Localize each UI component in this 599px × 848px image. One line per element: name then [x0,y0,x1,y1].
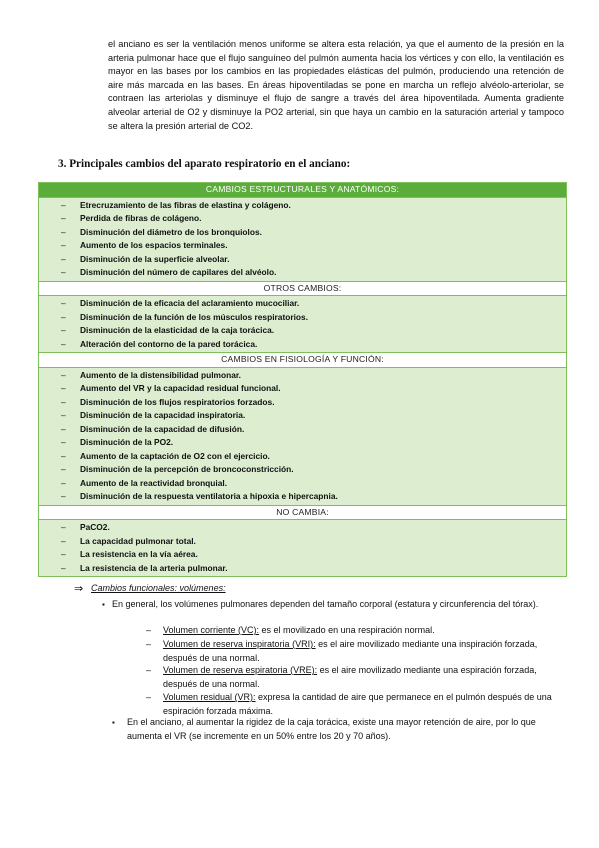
table-row-text: Disminución de la capacidad de difusión. [80,423,245,434]
table-row-text: Etrecruzamiento de las fibras de elastina y colágeno. [80,199,291,210]
table-row [39,338,566,352]
table-row-text: Aumento del VR y la capacidad residual funcional. [80,383,281,393]
dash-icon: – [61,311,66,322]
definition-text [163,638,569,665]
dash-icon: – [61,535,66,546]
dash-icon: – [61,477,66,488]
bullet-icon: ▪ [112,718,115,727]
table-row-text: Disminución del número de capilares del alvéolo. [80,267,277,277]
table-row [39,199,566,213]
dash-icon: – [61,213,66,223]
table-row-text: Alteración del contorno de la pared torácica. [80,338,258,349]
definition-text [163,691,569,718]
table-row [39,423,566,437]
table-row-text: Aumento de la distensibilidad pulmonar. [80,369,242,380]
definition-term: Volumen corriente (VC): [163,625,260,635]
table-row-text: Aumento de la captación de O2 con el ejercicio. [80,450,270,461]
table-row [39,382,566,396]
table-section-header: CAMBIOS EN FISIOLOGÍA Y FUNCIÓN: [39,352,566,367]
table-row-text: Disminución de la respuesta ventilatoria a hipoxia e hipercapnia. [80,491,338,501]
bullet-text: En general, los volúmenes pulmonares dependen del tamaño corporal (estatura y circunferencia del tórax). [112,599,539,609]
table-row-text: Perdida de fibras de colágeno. [80,213,202,223]
definition-term: Volumen de reserva espiratoria (VRE): [163,665,318,675]
dash-icon: – [61,298,66,308]
table-row [39,535,566,549]
table-section-header: OTROS CAMBIOS: [39,281,566,296]
bullet-text: En el anciano, al aumentar la rigidez de la caja torácica, existe una mayor retención de aire, por lo que aumenta el VR (se incremente en un 50% entre los 20 y 70 años). [127,717,536,741]
table-row [39,463,566,477]
table-row-text: Disminución del diámetro de los bronquiolos. [80,226,262,237]
table-row-text: Disminución de la superficie alveolar. [80,253,230,264]
table-row-text: Aumento de los espacios terminales. [80,240,228,250]
table-row-text: Disminución de la función de los músculos respiratorios. [80,311,309,322]
table-row-text: La resistencia de la arteria pulmonar. [80,562,228,573]
bullet-item-2 [112,716,564,743]
table-row [39,396,566,410]
definition-text [163,664,569,691]
table-row-text: Disminución de la PO2. [80,437,174,447]
dash-icon: – [61,522,66,532]
definition-body: es el movilizado en una respiración normal. [259,625,435,635]
section-heading: 3. Principales cambios del aparato respiratorio en el anciano: [58,158,351,170]
table-row-text: Disminución de los flujos respiratorios forzados. [80,396,275,407]
dash-icon: – [61,423,66,434]
dash-icon: – [61,199,66,210]
table-row [39,521,566,535]
dash-icon: – [61,549,66,559]
dash-icon: – [61,383,66,393]
dash-icon: – [61,410,66,420]
table-section-body [39,197,566,281]
definition-body: expresa la cantidad de aire que permanece en el pulmón después de una espiración forzada máxima. [163,692,552,716]
table-row-text: Disminución de la elasticidad de la caja torácica. [80,325,275,335]
changes-table [38,182,567,577]
dash-icon: – [61,267,66,277]
table-row-text: Disminución de la capacidad inspiratoria. [80,410,246,420]
table-row [39,490,566,504]
table-row [39,297,566,311]
table-row-text: Aumento de la reactividad bronquial. [80,477,228,488]
table-row-text: La resistencia en la vía aérea. [80,549,198,559]
table-section-body [39,295,566,352]
table-row [39,266,566,280]
table-row [39,239,566,253]
dash-icon: – [146,692,152,702]
right-arrow-icon: ⇒ [74,583,84,595]
table-section-body [39,519,566,576]
intro-paragraph: el anciano es ser la ventilación menos uniforme se altera esta relación, ya que el aumento de la presión en la arteria pulmonar hace que el flujo sanguíneo del pulmón aumenta hacia los vértices y con ello, la ventilación es mayor en las bases por los cambios en las propiedades elásticas del pulmón, produciendo una retención de aire más marcada en las bases. En áreas hipoventiladas se pone en marcha un reflejo alvéolo-arteriolar, se contraen las arteriolas y disminuye el flujo de sangre a través del área hipoventilada. Aumenta gradiente alveolar arterial de O2 y disminuye la PO2 arterial, sin que haya un cambio en la saturación arterial y tampoco se altera la presión arterial de CO2. [108,39,564,131]
table-section-header: CAMBIOS ESTRUCTURALES Y ANATÓMICOS: [39,183,566,197]
table-row [39,212,566,226]
table-row [39,324,566,338]
table-row [39,253,566,267]
dash-icon: – [61,325,66,335]
table-row [39,369,566,383]
table-row-text: Disminución de la percepción de broncoconstricción. [80,464,294,474]
dash-icon: – [61,369,66,380]
dash-icon: – [61,396,66,407]
table-row [39,311,566,325]
dash-icon: – [61,464,66,474]
dash-icon: – [61,226,66,237]
table-row [39,409,566,423]
table-row [39,450,566,464]
table-row [39,436,566,450]
table-row-text: PaCO2. [80,522,110,532]
definition-body: es el aire movilizado mediante una espiración forzada, después de una normal. [163,665,537,689]
table-row [39,226,566,240]
definition-text [163,624,569,638]
subsection-title: Cambios funcionales: volúmenes: [91,583,226,593]
definition-term: Volumen de reserva inspiratoria (VRI): [163,639,316,649]
dash-icon: – [61,491,66,501]
table-row-text: Disminución de la eficacia del aclaramiento mucociliar. [80,298,300,308]
bullet-icon: ▪ [102,600,105,609]
dash-icon: – [61,253,66,264]
bullet-item-1 [102,598,562,612]
definition-term: Volumen residual (VR): [163,692,256,702]
table-section-header: NO CAMBIA: [39,505,566,520]
dash-icon: – [61,338,66,349]
table-row [39,548,566,562]
dash-icon: – [61,437,66,447]
table-row [39,562,566,576]
definition-body: es el aire movilizado mediante una inspiración forzada, después de una normal. [163,639,538,663]
table-row-text: La capacidad pulmonar total. [80,535,196,546]
dash-icon: – [61,450,66,461]
table-row [39,477,566,491]
dash-icon: – [61,562,66,573]
dash-icon: – [146,639,152,649]
table-section-body [39,367,566,505]
dash-icon: – [61,240,66,250]
dash-icon: – [146,625,152,635]
dash-icon: – [146,665,152,675]
